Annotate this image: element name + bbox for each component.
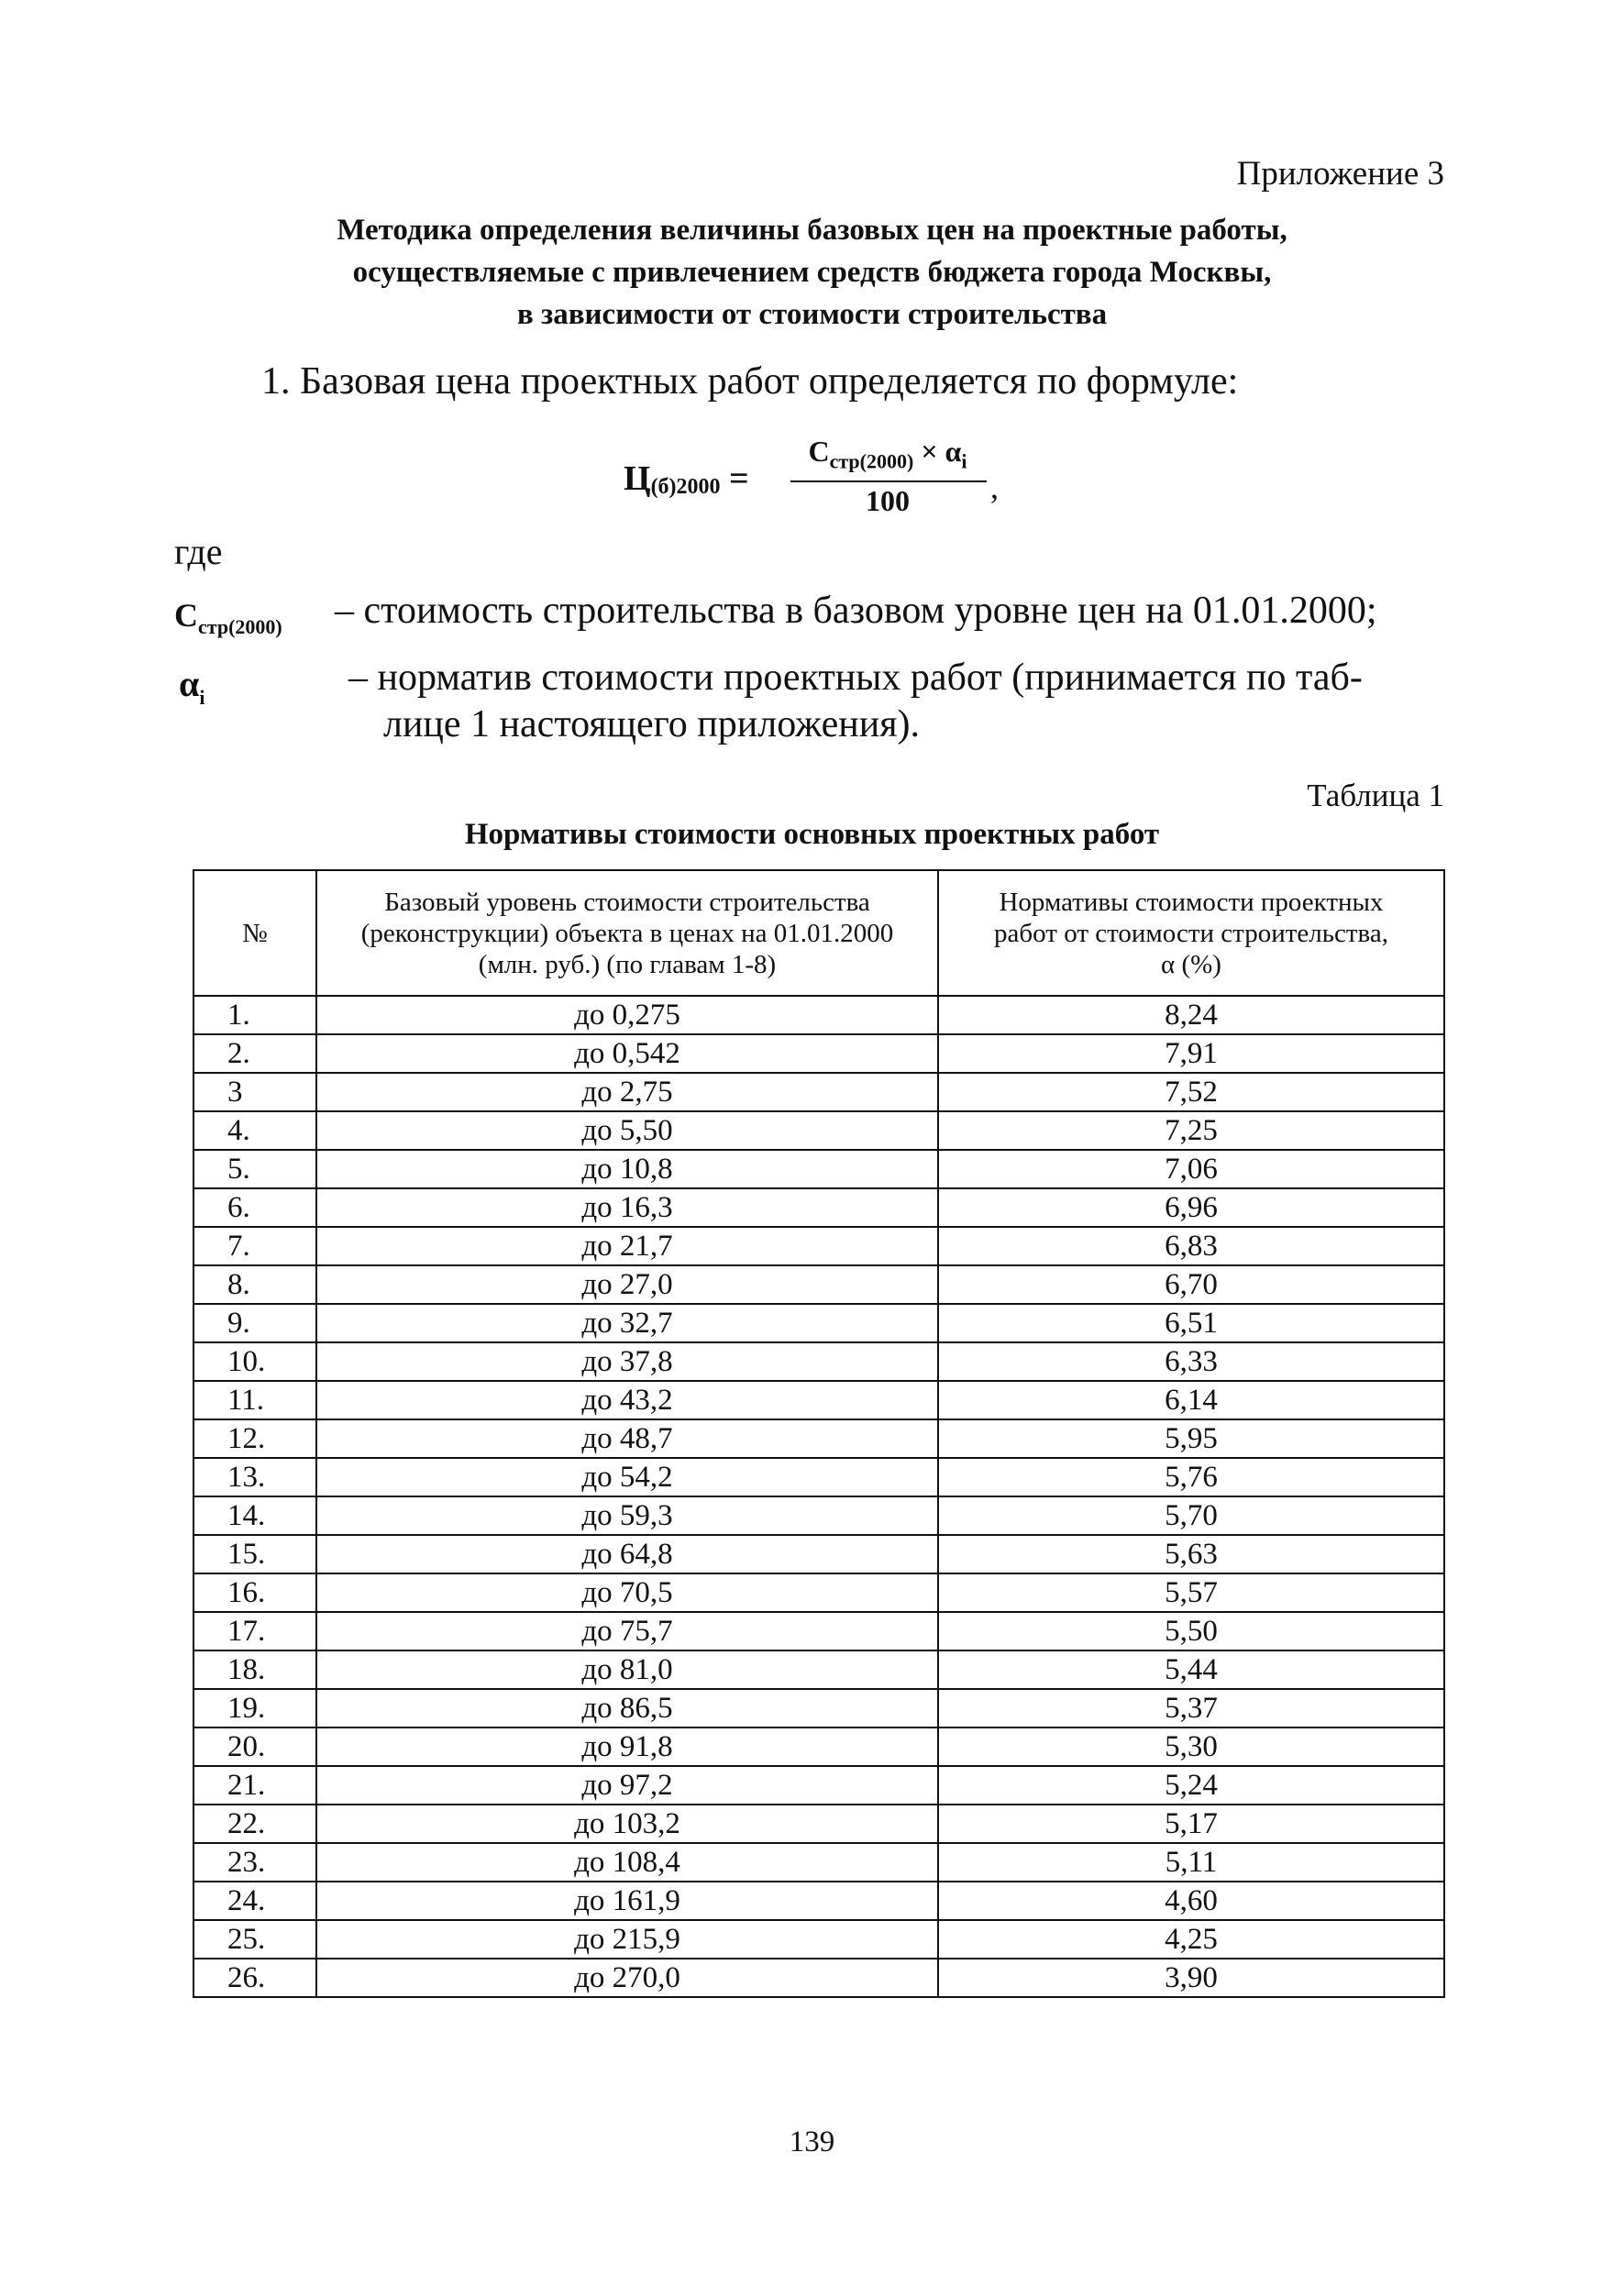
formula-num-subscript: стр(2000) [829, 449, 914, 473]
row-number: 25. [193, 1920, 316, 1959]
row-base-level: до 0,542 [316, 1034, 938, 1073]
table-row [193, 1034, 1444, 1073]
definition-2-text-line-2: лице 1 настоящего приложения). [383, 703, 921, 745]
row-number: 20. [193, 1728, 316, 1766]
table-row [193, 1304, 1444, 1342]
title-line-2: осуществляемые с привлечением средств бюджета города Москвы, [352, 256, 1272, 289]
table-row [193, 1535, 1444, 1573]
formula-lhs [624, 458, 749, 500]
row-norm-value: 5,17 [938, 1805, 1444, 1843]
row-number: 17. [193, 1612, 316, 1650]
row-norm-value: 6,33 [938, 1342, 1444, 1381]
table-row [193, 1419, 1444, 1458]
row-number: 1. [193, 996, 316, 1034]
table-row [193, 1920, 1444, 1959]
row-base-level: до 59,3 [316, 1496, 938, 1535]
table-row [193, 1073, 1444, 1111]
row-number: 3 [193, 1073, 316, 1111]
definition-2-text: – норматив стоимости проектных работ (принимается по таб- [348, 657, 1363, 699]
table-title: Нормативы стоимости основных проектных работ [464, 818, 1160, 851]
row-base-level: до 86,5 [316, 1689, 938, 1728]
row-norm-value: 5,95 [938, 1419, 1444, 1458]
row-norm-value: 6,96 [938, 1188, 1444, 1227]
row-number: 7. [193, 1227, 316, 1265]
def2-symbol-sub: i [199, 686, 205, 709]
row-number: 12. [193, 1419, 316, 1458]
row-base-level: до 75,7 [316, 1612, 938, 1650]
table-row [193, 1843, 1444, 1882]
definition-1-text: – стоимость строительства в базовом уровне цен на 01.01.2000; [335, 590, 1377, 632]
row-norm-value: 6,51 [938, 1304, 1444, 1342]
row-norm-value: 7,52 [938, 1073, 1444, 1111]
row-base-level: до 54,2 [316, 1458, 938, 1496]
table-row [193, 1882, 1444, 1920]
definition-2-symbol [179, 662, 204, 710]
paragraph-1: 1. Базовая цена проектных работ определяется по формуле: [261, 360, 1239, 403]
appendix-label: Приложение 3 [1236, 155, 1444, 193]
formula-lhs-symbol: Ц [624, 459, 651, 498]
definition-1-symbol [174, 596, 282, 639]
price-formula [624, 427, 1009, 537]
table-row [193, 1496, 1444, 1535]
row-number: 16. [193, 1573, 316, 1612]
row-norm-value: 6,14 [938, 1381, 1444, 1419]
table-row [193, 1381, 1444, 1419]
row-number: 15. [193, 1535, 316, 1573]
table-row [193, 1612, 1444, 1650]
table-row [193, 1650, 1444, 1689]
norms-table [193, 869, 1445, 1998]
table-row [193, 1265, 1444, 1304]
row-number: 6. [193, 1188, 316, 1227]
table-row [193, 1188, 1444, 1227]
def1-symbol-sub: стр(2000) [198, 615, 282, 639]
table-row [193, 1111, 1444, 1150]
title-line-1: Методика определения величины базовых цен на проектные работы, [337, 214, 1287, 247]
table-row [193, 1766, 1444, 1805]
row-base-level: до 43,2 [316, 1381, 938, 1419]
page-number: 139 [789, 2125, 835, 2158]
row-number: 8. [193, 1265, 316, 1304]
table-caption: Таблица 1 [1307, 778, 1444, 813]
row-number: 11. [193, 1381, 316, 1419]
row-norm-value: 8,24 [938, 996, 1444, 1034]
row-norm-value: 5,37 [938, 1689, 1444, 1728]
row-norm-value: 5,57 [938, 1573, 1444, 1612]
row-norm-value: 5,76 [938, 1458, 1444, 1496]
row-norm-value: 6,83 [938, 1227, 1444, 1265]
row-base-level: до 64,8 [316, 1535, 938, 1573]
table-row [193, 1150, 1444, 1188]
table-row [193, 1458, 1444, 1496]
row-number: 4. [193, 1111, 316, 1150]
formula-num-symbol: С [808, 435, 830, 468]
row-number: 22. [193, 1805, 316, 1843]
row-norm-value: 6,70 [938, 1265, 1444, 1304]
row-number: 23. [193, 1843, 316, 1882]
row-norm-value: 5,24 [938, 1766, 1444, 1805]
where-label: где [174, 531, 223, 572]
row-norm-value: 5,44 [938, 1650, 1444, 1689]
table-row [193, 1227, 1444, 1265]
row-base-level: до 21,7 [316, 1227, 938, 1265]
row-norm-value: 4,25 [938, 1920, 1444, 1959]
row-base-level: до 91,8 [316, 1728, 938, 1766]
row-norm-value: 7,06 [938, 1150, 1444, 1188]
row-base-level: до 70,5 [316, 1573, 938, 1612]
row-number: 14. [193, 1496, 316, 1535]
row-base-level: до 108,4 [316, 1843, 938, 1882]
formula-comma: , [990, 469, 999, 505]
row-number: 19. [193, 1689, 316, 1728]
row-base-level: до 10,8 [316, 1150, 938, 1188]
table-row [193, 1573, 1444, 1612]
table-row [193, 1728, 1444, 1766]
formula-lhs-subscript: (б)2000 [650, 475, 721, 499]
row-norm-value: 5,30 [938, 1728, 1444, 1766]
table-header-row [193, 870, 1444, 996]
title-line-3: в зависимости от стоимости строительства [516, 298, 1108, 331]
row-number: 18. [193, 1650, 316, 1689]
row-number: 21. [193, 1766, 316, 1805]
row-base-level: до 37,8 [316, 1342, 938, 1381]
def2-symbol-main: α [179, 663, 200, 704]
row-base-level: до 48,7 [316, 1419, 938, 1458]
row-base-level: до 27,0 [316, 1265, 938, 1304]
row-base-level: до 5,50 [316, 1111, 938, 1150]
table-row [193, 1689, 1444, 1728]
table-row [193, 1805, 1444, 1843]
table-row [193, 996, 1444, 1034]
row-base-level: до 215,9 [316, 1920, 938, 1959]
formula-alpha-subscript: i [961, 449, 967, 473]
row-number: 10. [193, 1342, 316, 1381]
row-base-level: до 103,2 [316, 1805, 938, 1843]
row-base-level: до 32,7 [316, 1304, 938, 1342]
row-number: 24. [193, 1882, 316, 1920]
header-base-level: Базовый уровень стоимости строительства (реконструкции) объекта в ценах на 01.01.2000 (млн. руб.) (по главам 1-8) [316, 870, 938, 996]
row-norm-value: 4,60 [938, 1882, 1444, 1920]
table-body [193, 996, 1444, 1997]
row-norm-value: 3,90 [938, 1959, 1444, 1997]
row-base-level: до 81,0 [316, 1650, 938, 1689]
formula-fraction-bar [790, 480, 987, 482]
row-norm-value: 5,50 [938, 1612, 1444, 1650]
formula-times-alpha: × α [913, 435, 962, 468]
row-base-level: до 2,75 [316, 1073, 938, 1111]
row-number: 9. [193, 1304, 316, 1342]
document-title [0, 209, 1624, 336]
row-norm-value: 5,70 [938, 1496, 1444, 1535]
row-base-level: до 0,275 [316, 996, 938, 1034]
formula-denominator: 100 [866, 484, 910, 517]
formula-equals: = [729, 459, 749, 498]
row-number: 5. [193, 1150, 316, 1188]
def1-symbol-main: С [174, 597, 198, 634]
row-base-level: до 270,0 [316, 1959, 938, 1997]
row-norm-value: 7,91 [938, 1034, 1444, 1073]
row-base-level: до 16,3 [316, 1188, 938, 1227]
row-number: 26. [193, 1959, 316, 1997]
row-base-level: до 161,9 [316, 1882, 938, 1920]
row-base-level: до 97,2 [316, 1766, 938, 1805]
table-row [193, 1342, 1444, 1381]
table-row [193, 1959, 1444, 1997]
row-number: 2. [193, 1034, 316, 1073]
formula-numerator [787, 435, 989, 473]
header-norms: Нормативы стоимости проектных работ от стоимости строительства, α (%) [938, 870, 1444, 996]
row-norm-value: 5,63 [938, 1535, 1444, 1573]
header-number: № [193, 870, 316, 996]
row-norm-value: 5,11 [938, 1843, 1444, 1882]
row-number: 13. [193, 1458, 316, 1496]
row-norm-value: 7,25 [938, 1111, 1444, 1150]
